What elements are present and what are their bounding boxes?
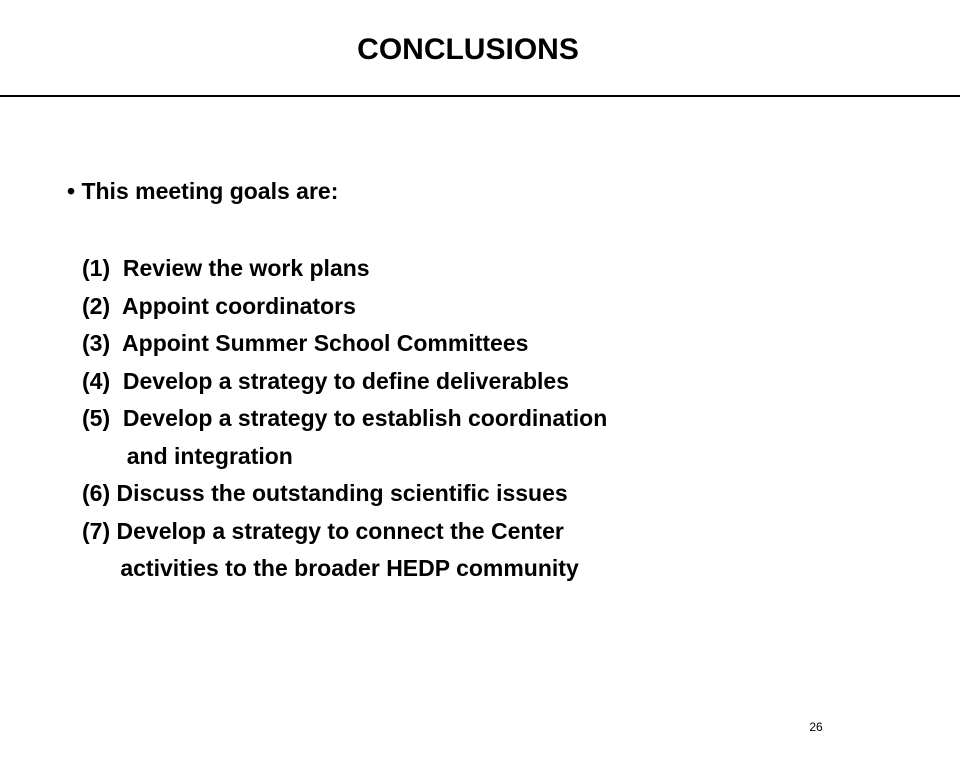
bullet-text: This meeting goals are: [81, 178, 339, 204]
goal-line: and integration [82, 442, 293, 469]
page-number: 26 [809, 720, 823, 734]
goal-line: (2) Appoint coordinators [82, 292, 356, 319]
goal-line: (7) Develop a strategy to connect the Center [82, 517, 564, 544]
title-divider [0, 95, 960, 97]
goal-line: (6) Discuss the outstanding scientific issues [82, 480, 568, 506]
bullet-item [67, 173, 338, 209]
goal-line: (3) Appoint Summer School Committees [82, 330, 529, 356]
slide-title: CONCLUSIONS [357, 33, 579, 66]
goal-line: (5) Develop a strategy to establish coordination [82, 405, 608, 431]
goal-line: (4) Develop a strategy to define deliverables [82, 367, 569, 394]
goal-list [82, 250, 942, 588]
goal-line: (1) Review the work plans [82, 255, 370, 281]
bullet-marker: • [67, 178, 76, 204]
goal-line: activities to the broader HEDP community [82, 555, 579, 581]
